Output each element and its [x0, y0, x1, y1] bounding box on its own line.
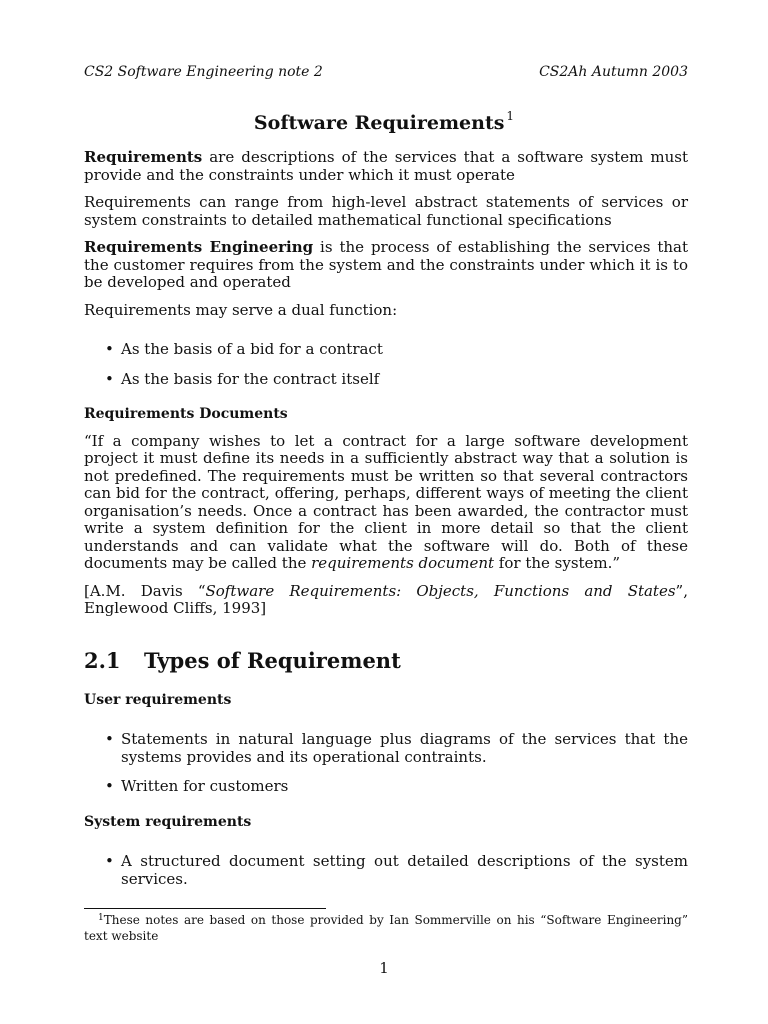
term-requirements: Requirements	[84, 148, 203, 166]
heading-system-requirements: System requirements	[84, 813, 252, 830]
quote-end: for the system.”	[494, 554, 621, 572]
quote-text: “If a company wishes to let a contract for a large software development project it must define its needs in a sufficiently abstract way that a solution is not predefined. The requirements must be written so that several contractors can bid for the contract, offering, perhaps, different ways of meeting the client organisation’s needs. Once a contract has been awarded, the contractor must write a system definition for the client in more detail so that the client understands and can validate what the software will do. Both of these documents may be called the	[84, 431, 688, 572]
paragraph-range: Requirements can range from high-level abstract statements of services or system constraints to detailed mathematical functional specifications	[84, 193, 688, 229]
page-number: 1	[379, 959, 389, 977]
footnote-text: These notes are based on those provided by Ian Sommerville on his “Software Engineering” text website	[84, 913, 688, 943]
list-item	[84, 778, 688, 796]
davis-quote	[84, 433, 688, 573]
citation-end: ”, Englewood Cliffs, 1993]	[84, 581, 688, 617]
term-requirements-engineering: Requirements Engineering	[84, 238, 314, 256]
engineering-text: is the process of establishing the services that the customer requires from the system and the constraints under which it is to be developed and operated	[84, 238, 688, 291]
footnote	[84, 910, 688, 944]
citation-title: Software Requirements: Objects, Functions and States	[205, 581, 676, 600]
section-title: Types of Requirement	[144, 647, 401, 673]
paragraph-definition	[84, 149, 688, 184]
bullet-icon: •	[105, 852, 114, 870]
bullet-icon: •	[105, 730, 114, 748]
footnote-divider	[84, 908, 326, 909]
section-heading	[84, 648, 688, 674]
heading-requirements-documents: Requirements Documents	[84, 406, 288, 422]
bullet-icon: •	[105, 777, 114, 795]
list-item	[84, 371, 688, 389]
dual-function-list	[84, 341, 688, 388]
definition-text: are descriptions of the services that a software system must provide and the constraints under which it must operate	[84, 148, 688, 184]
citation-start: [A.M. Davis “	[84, 581, 206, 600]
user-requirements-list	[84, 731, 688, 796]
paragraph-dual-function: Requirements may serve a dual function:	[84, 300, 398, 319]
page-title	[0, 103, 768, 136]
title-footnote-mark: 1	[506, 109, 515, 123]
list-item-text: Statements in natural language plus diagrams of the services that the systems provides and its operational contraints.	[121, 730, 688, 766]
list-item-text: A structured document setting out detailed descriptions of the system services.	[121, 852, 688, 888]
system-requirements-list	[84, 853, 688, 888]
list-item-text: Written for customers	[121, 777, 289, 795]
quote-term: requirements document	[311, 554, 495, 572]
bullet-icon: •	[105, 340, 114, 358]
footnote-mark: 1	[98, 913, 104, 923]
title-text: Software Requirements	[253, 112, 505, 134]
list-item-text: As the basis of a bid for a contract	[121, 340, 383, 358]
list-item-text: As the basis for the contract itself	[121, 369, 380, 388]
list-item	[84, 731, 688, 766]
section-number: 2.1	[84, 647, 121, 673]
running-header	[84, 63, 688, 81]
list-item	[84, 341, 688, 359]
citation	[84, 583, 688, 618]
bullet-icon: •	[105, 369, 114, 388]
paragraph-engineering	[84, 239, 688, 292]
header-course: CS2 Software Engineering note 2	[84, 64, 323, 80]
body-text	[84, 149, 688, 900]
header-term: CS2Ah Autumn 2003	[539, 64, 688, 80]
heading-user-requirements: User requirements	[84, 691, 232, 708]
list-item	[84, 853, 688, 888]
